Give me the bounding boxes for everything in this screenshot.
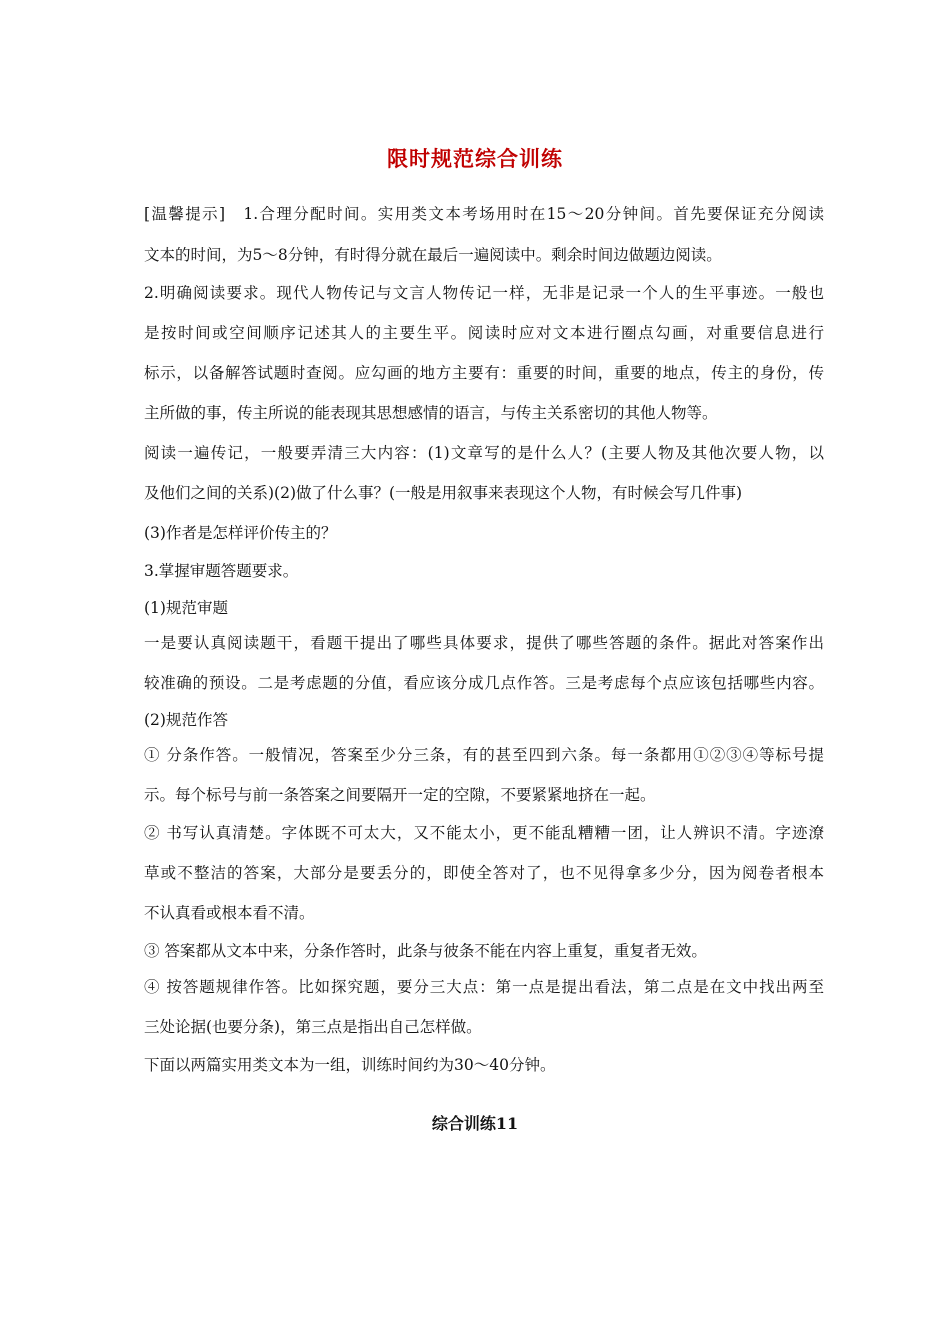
- paragraph-line: 下面以两篇实用类文本为一组，训练时间约为30～40分钟。: [144, 1056, 556, 1074]
- paragraph-line: [温馨提示] 1.合理分配时间。实用类文本考场用时在15～20分钟间。首先要保证充分阅读: [144, 205, 824, 223]
- paragraph-line: 示。每个标号与前一条答案之间要隔开一定的空隙，不要紧紧地挤在一起。: [144, 786, 656, 804]
- paragraph-line: 较准确的预设。二是考虑题的分值，看应该分成几点作答。三是考虑每个点应该包括哪些内容。: [144, 674, 824, 692]
- paragraph-line: 三处论据(也要分条)，第三点是指出自己怎样做。: [144, 1018, 482, 1036]
- paragraph-line: ④ 按答题规律作答。比如探究题，要分三大点：第一点是提出看法，第二点是在文中找出两至: [144, 978, 824, 996]
- paragraph-line: 不认真看或根本看不清。: [144, 904, 315, 922]
- paragraph-line: 文本的时间，为5～8分钟，有时得分就在最后一遍阅读中。剩余时间边做题边阅读。: [144, 246, 722, 264]
- paragraph-line: ③ 答案都从文本中来，分条作答时，此条与彼条不能在内容上重复，重复者无效。: [144, 942, 707, 960]
- paragraph-line: (3)作者是怎样评价传主的？: [144, 524, 337, 542]
- paragraph-line: ① 分条作答。一般情况，答案至少分三条，有的甚至四到六条。每一条都用①②③④等标号提: [144, 746, 824, 764]
- paragraph-line: 3.掌握审题答题要求。: [144, 562, 299, 580]
- paragraph-line: 一是要认真阅读题干，看题干提出了哪些具体要求，提供了哪些答题的条件。据此对答案作出: [144, 634, 824, 652]
- paragraph-line: 草或不整洁的答案，大部分是要丢分的，即使全答对了，也不见得拿多少分，因为阅卷者根本: [144, 864, 824, 882]
- paragraph-line: 主所做的事，传主所说的能表现其思想感情的语言，与传主关系密切的其他人物等。: [144, 404, 718, 422]
- section-heading: 综合训练11: [431, 1114, 519, 1133]
- page-title: 限时规范综合训练: [387, 146, 563, 171]
- paragraph-line: 是按时间或空间顺序记述其人的主要生平。阅读时应对文本进行圈点勾画，对重要信息进行: [144, 324, 824, 342]
- paragraph-line: 标示，以备解答试题时查阅。应勾画的地方主要有：重要的时间，重要的地点，传主的身份，传: [144, 364, 824, 382]
- paragraph-line: 阅读一遍传记，一般要弄清三大内容：(1)文章写的是什么人？(主要人物及其他次要人物，以: [144, 444, 824, 462]
- paragraph-line: ② 书写认真清楚。字体既不可太大，又不能太小，更不能乱糟糟一团，让人辨识不清。字迹潦: [144, 824, 824, 842]
- paragraph-line: 2.明确阅读要求。现代人物传记与文言人物传记一样，无非是记录一个人的生平事迹。一般也: [144, 284, 824, 302]
- paragraph-line: 及他们之间的关系)(2)做了什么事？(一般是用叙事来表现这个人物，有时候会写几件事): [144, 484, 743, 502]
- paragraph-line: (1)规范审题: [144, 599, 228, 617]
- paragraph-line: (2)规范作答: [144, 711, 228, 729]
